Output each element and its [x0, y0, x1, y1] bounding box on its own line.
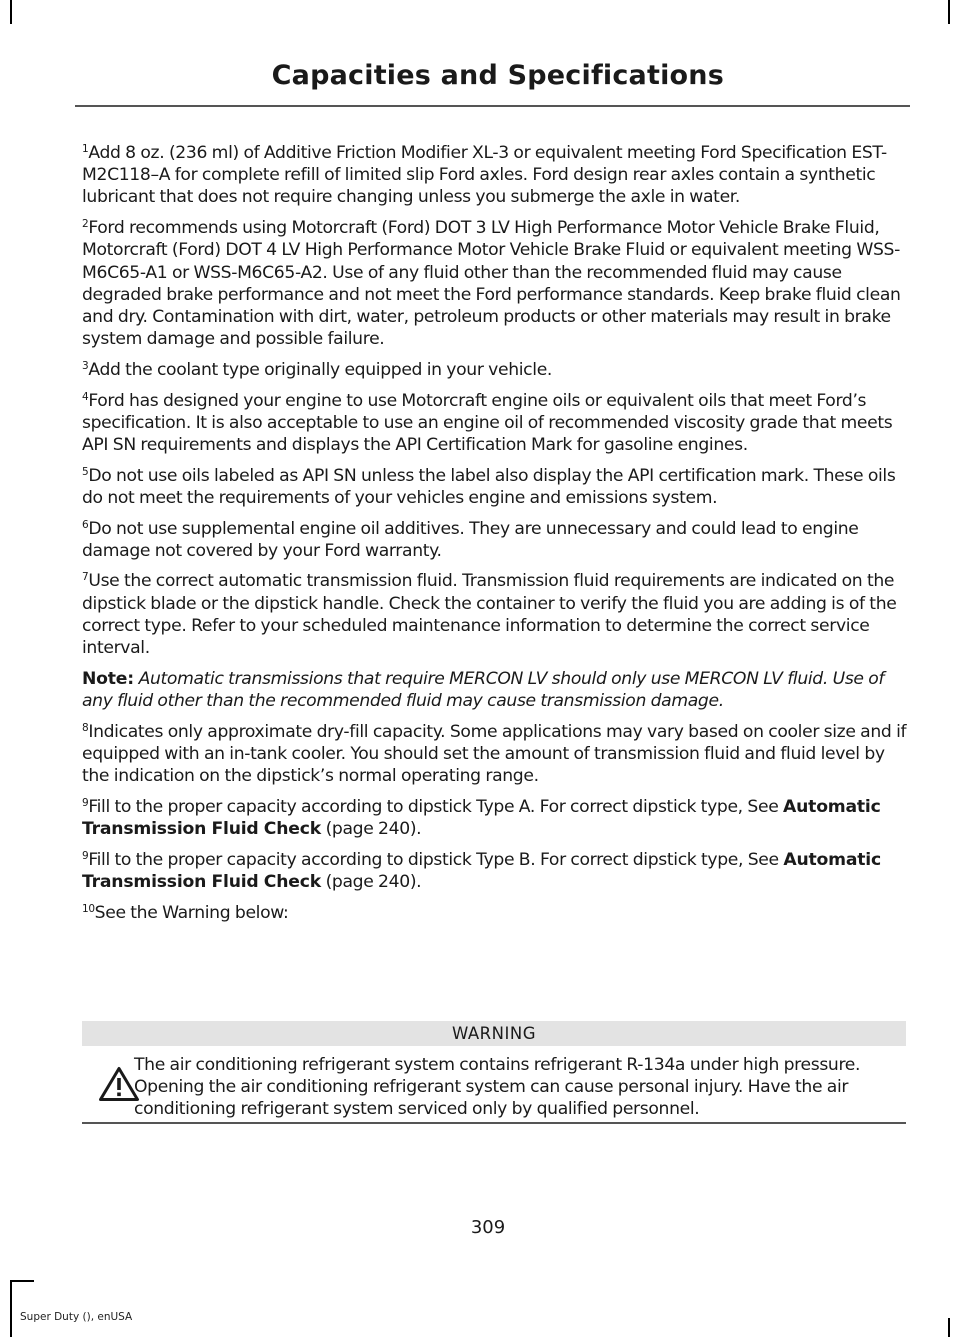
footnote-text: Ford recommends using Motorcraft (Ford) DOT 3 LV High Performance Motor Vehicle Brake Fluid, Motorcraft (Ford) DOT 4 LV High Performance Motor Vehicle Brake Fluid or equivalent meeting WSS-M6C65-A1 or WSS-M6C65-A2. Use of any fluid other than the recommended fluid may cause degraded brake performance and not meet the Ford performance standards. Keep brake fluid clean and dry. Contamination with dirt, water, petroleum products or other materials may result in brake system damage and possible failure. — [82, 218, 901, 350]
footnote-mark: 1 — [82, 143, 89, 155]
footer-text: Super Duty (), enUSA — [20, 1311, 133, 1323]
footnote-5 — [82, 465, 908, 509]
page-reference: (page 240). — [325, 871, 422, 892]
footnote-1 — [82, 142, 908, 209]
footnote-3 — [82, 359, 908, 381]
footnote-mark: 10 — [82, 902, 95, 915]
footnote-mark: 9 — [82, 796, 89, 809]
footnote-text: Fill to the proper capacity according to dipstick Type B. For correct dipstick type, See — [88, 849, 779, 870]
cross-reference-link[interactable]: Automatic Transmission Fluid Check — [82, 849, 881, 892]
footnote-text: Ford has designed your engine to use Motorcraft engine oils or equivalent oils that meet Ford’s specification. It is also acceptable to use an engine oil of recommended viscosity grade that meets API SN requirements and displays the API Certification Mark for gasoline engines. — [82, 390, 893, 455]
crop-mark — [10, 0, 12, 24]
footnotes-section — [82, 142, 908, 932]
footnote-mark: 8 — [82, 721, 89, 734]
note — [82, 668, 908, 712]
crop-mark — [948, 1318, 950, 1337]
footnote-2 — [82, 217, 908, 350]
note-label: Note: — [82, 668, 134, 689]
footnote-6 — [82, 518, 908, 562]
footnote-text: Add 8 oz. (236 ml) of Additive Friction Modifier XL-3 or equivalent meeting Ford Specification EST-M2C118–A for complete refill of limited slip Ford axles. Ford design rear axles contain a synthetic lubricant that does not require changing unless you submerge the axle in water. — [82, 143, 887, 208]
footnote-text: Use the correct automatic transmission fluid. Transmission fluid requirements are indicated on the dipstick blade or the dipstick handle. Check the container to verify the fluid you are adding is of the correct type. Refer to your scheduled maintenance information to determine the correct service interval. — [82, 571, 897, 659]
footnote-10 — [82, 902, 908, 924]
footnote-mark: 6 — [82, 518, 89, 531]
footnote-7 — [82, 570, 908, 659]
footnote-mark: 4 — [82, 390, 89, 403]
crop-mark — [10, 1280, 12, 1337]
page-reference: (page 240). — [325, 818, 422, 839]
footnote-4 — [82, 390, 908, 457]
footnote-mark: 2 — [82, 218, 89, 231]
page-title: Capacities and Specifications — [271, 60, 724, 91]
page-number: 309 — [470, 1217, 506, 1238]
footnote-text: See the Warning below: — [94, 902, 289, 923]
cross-reference-link[interactable]: Automatic Transmission Fluid Check — [82, 796, 881, 839]
warning-heading: WARNING — [82, 1021, 906, 1046]
footnote-mark: 5 — [82, 465, 89, 478]
warning-box — [82, 1021, 906, 1124]
header-divider — [75, 105, 910, 107]
crop-mark — [948, 0, 950, 24]
footnote-mark: 7 — [82, 571, 89, 584]
footnote-9a — [82, 796, 908, 840]
footnote-text: Do not use supplemental engine oil additives. They are unnecessary and could lead to engine damage not covered by your Ford warranty. — [82, 518, 859, 561]
footnote-9b — [82, 849, 908, 893]
footnote-text: Add the coolant type originally equipped in your vehicle. — [88, 359, 553, 380]
crop-mark — [10, 1280, 34, 1282]
footnote-mark: 3 — [82, 359, 89, 372]
note-text: Automatic transmissions that require MERCON LV should only use MERCON LV fluid. Use of any fluid other than the recommended fluid may cause transmission damage. — [82, 668, 885, 711]
footnote-mark: 9 — [82, 849, 89, 862]
footnote-text: Fill to the proper capacity according to dipstick Type A. For correct dipstick type, See — [88, 796, 779, 817]
footnote-text: Do not use oils labeled as API SN unless the label also display the API certification mark. These oils do not meet the requirements of your vehicles engine and emissions system. — [82, 465, 896, 508]
warning-text: The air conditioning refrigerant system contains refrigerant R-134a under high pressure. Opening the air conditioning refrigerant system can cause personal injury. Have the air conditioning refrigerant system serviced only by qualified personnel. — [134, 1055, 861, 1120]
footnote-8 — [82, 721, 908, 788]
footnote-text: Indicates only approximate dry-fill capacity. Some applications may vary based on cooler size and if equipped with an in-tank cooler. You should set the amount of transmission fluid and fluid level by the indication on the dipstick’s normal operating range. — [82, 721, 907, 787]
warning-body — [82, 1046, 906, 1124]
